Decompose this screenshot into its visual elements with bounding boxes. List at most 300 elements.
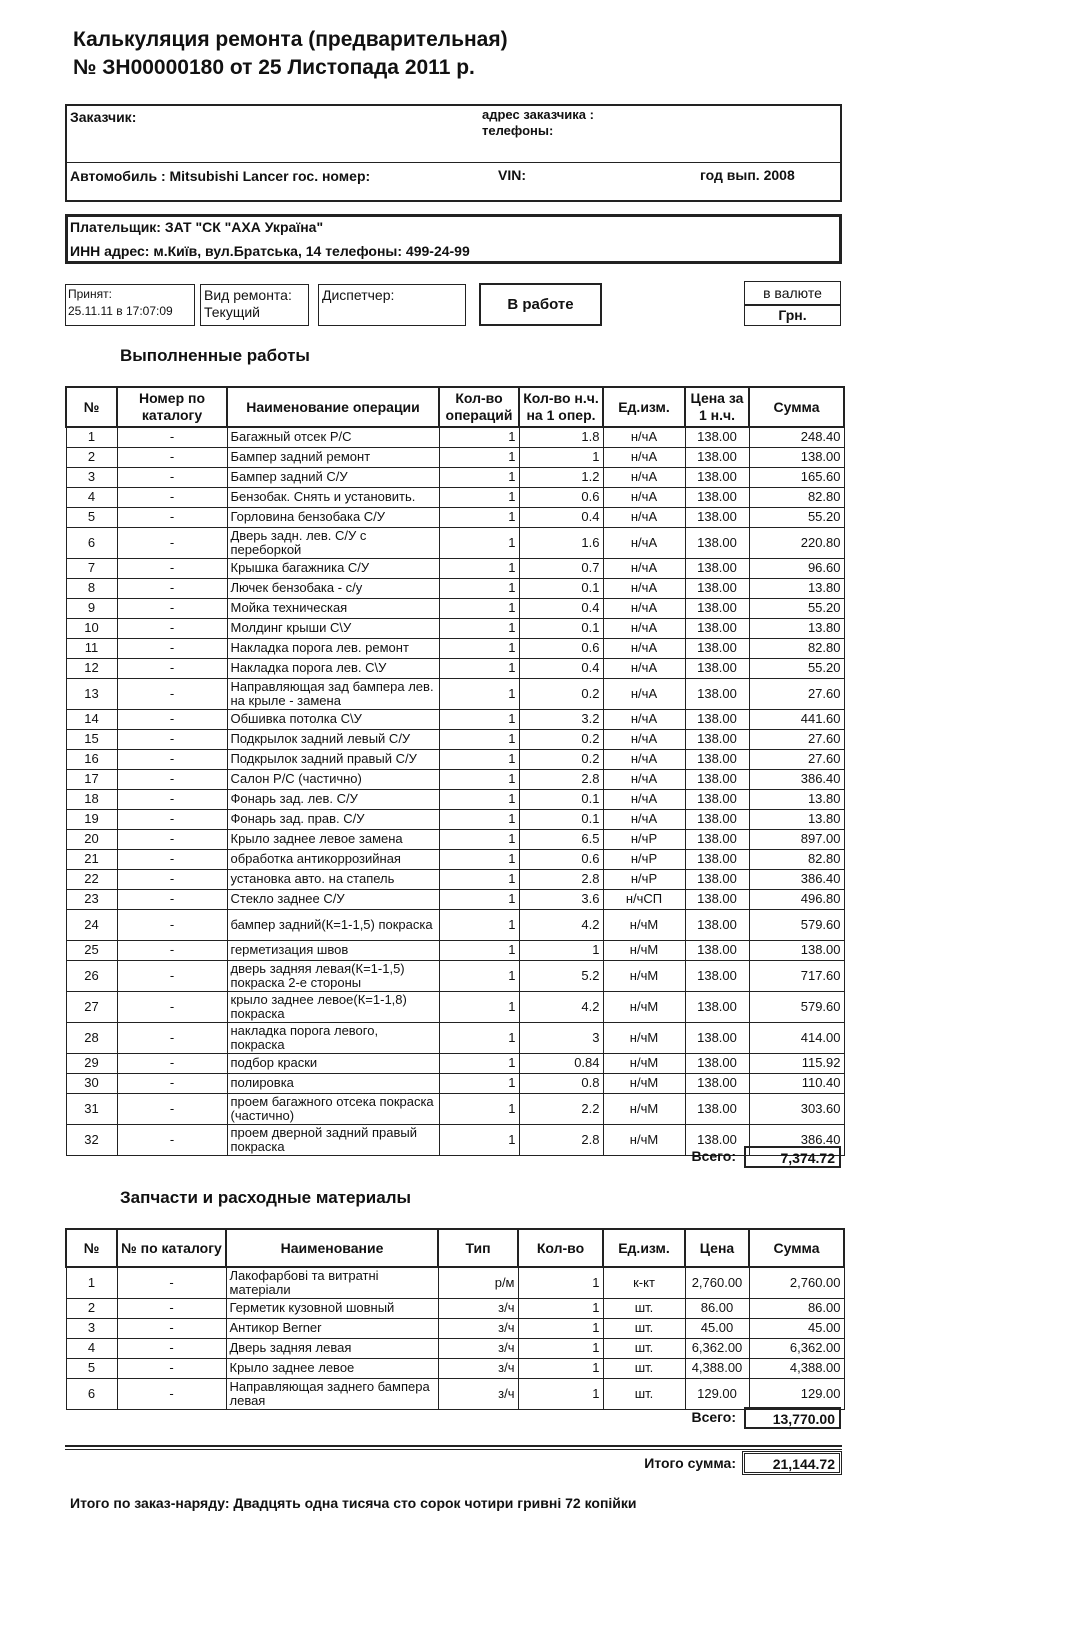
works-cell: 0.4 <box>519 598 603 618</box>
works-cell: 138.00 <box>685 1022 749 1053</box>
works-table <box>65 386 845 1156</box>
works-cell: 138.00 <box>685 789 749 809</box>
works-cell: - <box>117 749 227 769</box>
works-cell: 0.4 <box>519 658 603 678</box>
works-cell: 1 <box>439 769 519 789</box>
works-cell: н/чА <box>603 729 685 749</box>
parts-col-qty: Кол-во <box>518 1229 603 1267</box>
works-row <box>66 527 844 558</box>
works-cell: 25 <box>66 940 117 960</box>
works-cell: - <box>117 558 227 578</box>
works-cell: 0.84 <box>519 1053 603 1073</box>
works-row <box>66 991 844 1022</box>
parts-cell: 1 <box>518 1358 603 1378</box>
works-cell: 13 <box>66 678 117 709</box>
parts-row <box>66 1298 844 1318</box>
works-cell: Салон Р/С (частично) <box>227 769 439 789</box>
parts-cell: 6,362.00 <box>749 1338 844 1358</box>
works-cell: 8 <box>66 578 117 598</box>
works-cell: 138.00 <box>685 658 749 678</box>
works-cell: 138.00 <box>685 960 749 991</box>
works-cell: - <box>117 869 227 889</box>
parts-cell: - <box>117 1298 226 1318</box>
currency-label-box <box>744 281 841 305</box>
document-title <box>73 26 508 82</box>
works-cell: 1 <box>439 1093 519 1124</box>
parts-cell: 1 <box>518 1338 603 1358</box>
works-cell: - <box>117 447 227 467</box>
works-row <box>66 889 844 909</box>
works-row <box>66 940 844 960</box>
works-cell: - <box>117 729 227 749</box>
works-cell: 138.00 <box>749 940 844 960</box>
works-cell: 82.80 <box>749 638 844 658</box>
works-row <box>66 427 844 447</box>
parts-cell: 45.00 <box>685 1318 749 1338</box>
works-cell: 220.80 <box>749 527 844 558</box>
works-cell: 7 <box>66 558 117 578</box>
works-cell: 2.8 <box>519 869 603 889</box>
works-cell: 1 <box>439 709 519 729</box>
parts-cell: - <box>117 1358 226 1378</box>
works-cell: 138.00 <box>685 829 749 849</box>
grand-total-rule-bottom <box>65 1449 842 1450</box>
customer-divider <box>67 162 840 163</box>
works-cell: - <box>117 578 227 598</box>
works-cell: - <box>117 1124 227 1155</box>
works-cell: 138.00 <box>685 447 749 467</box>
works-cell: 26 <box>66 960 117 991</box>
parts-cell: 2,760.00 <box>685 1267 749 1298</box>
works-cell: Обшивка потолка С\У <box>227 709 439 729</box>
works-cell: 138.00 <box>685 1124 749 1155</box>
works-cell: 27.60 <box>749 729 844 749</box>
parts-cell: 45.00 <box>749 1318 844 1338</box>
works-cell: 1 <box>439 678 519 709</box>
works-cell: подбор краски <box>227 1053 439 1073</box>
works-cell: 30 <box>66 1073 117 1093</box>
works-row <box>66 1022 844 1053</box>
works-cell: Крыло заднее левое замена <box>227 829 439 849</box>
works-cell: 1 <box>439 507 519 527</box>
works-cell: 13.80 <box>749 809 844 829</box>
works-cell: 303.60 <box>749 1093 844 1124</box>
works-cell: обработка антикоррозийная <box>227 849 439 869</box>
works-cell: 1 <box>519 940 603 960</box>
works-cell: 138.00 <box>685 940 749 960</box>
currency-value-box <box>744 305 841 326</box>
works-cell: 496.80 <box>749 889 844 909</box>
works-cell: бампер задний(К=1-1,5) покраска <box>227 909 439 940</box>
works-cell: 717.60 <box>749 960 844 991</box>
works-cell: - <box>117 909 227 940</box>
works-cell: 15 <box>66 729 117 749</box>
title-line-1: Калькуляция ремонта (предварительная) <box>73 28 508 51</box>
works-col-unit: Ед.изм. <box>603 387 685 427</box>
works-cell: 0.2 <box>519 678 603 709</box>
works-cell: - <box>117 960 227 991</box>
parts-cell: 1 <box>518 1378 603 1409</box>
works-cell: 2.8 <box>519 769 603 789</box>
works-cell: - <box>117 658 227 678</box>
works-cell: 1 <box>439 829 519 849</box>
works-row <box>66 1053 844 1073</box>
works-cell: 1 <box>439 789 519 809</box>
parts-cell: 129.00 <box>749 1378 844 1409</box>
works-cell: 897.00 <box>749 829 844 849</box>
works-cell: 32 <box>66 1124 117 1155</box>
parts-cell: Дверь задняя левая <box>226 1338 438 1358</box>
works-cell: 138.00 <box>685 578 749 598</box>
parts-cell: - <box>117 1267 226 1298</box>
works-cell: 1 <box>439 427 519 447</box>
works-col-catalog: Номер по каталогу <box>117 387 227 427</box>
customer-box <box>65 104 842 202</box>
accepted-label: Принят: <box>68 287 112 301</box>
works-cell: 1 <box>439 809 519 829</box>
parts-cell: шт. <box>603 1378 685 1409</box>
parts-section-title: Запчасти и расходные материалы <box>120 1188 412 1207</box>
works-row <box>66 729 844 749</box>
parts-col-name: Наименование <box>226 1229 438 1267</box>
works-cell: 1 <box>439 558 519 578</box>
parts-cell: 4,388.00 <box>685 1358 749 1378</box>
works-cell: 10 <box>66 618 117 638</box>
works-cell: 0.4 <box>519 507 603 527</box>
works-section-title: Выполненные работы <box>120 346 310 365</box>
works-row <box>66 869 844 889</box>
works-row <box>66 749 844 769</box>
works-cell: крыло заднее левое(К=1-1,8) покраска <box>227 991 439 1022</box>
car-label: Автомобиль : Mitsubishi Lancer гос. номер: <box>70 168 371 184</box>
parts-cell: з/ч <box>438 1378 518 1409</box>
repair-type-value: Текущий <box>204 304 260 320</box>
parts-cell: - <box>117 1318 226 1338</box>
works-cell: 55.20 <box>749 658 844 678</box>
works-cell: - <box>117 889 227 909</box>
works-cell: установка авто. на стапель <box>227 869 439 889</box>
parts-cell: 6 <box>66 1378 117 1409</box>
works-cell: 138.00 <box>685 769 749 789</box>
repair-type-label: Вид ремонта: <box>204 287 292 303</box>
parts-cell: шт. <box>603 1358 685 1378</box>
works-cell: 579.60 <box>749 909 844 940</box>
works-cell: Багажный отсек Р/С <box>227 427 439 447</box>
parts-cell: шт. <box>603 1318 685 1338</box>
works-cell: Дверь задн. лев. С/У с переборкой <box>227 527 439 558</box>
works-cell: 3 <box>519 1022 603 1053</box>
works-cell: - <box>117 1073 227 1093</box>
works-cell: 138.00 <box>685 427 749 447</box>
works-cell: 31 <box>66 1093 117 1124</box>
parts-col-type: Тип <box>438 1229 518 1267</box>
works-col-hours: Кол-во н.ч. на 1 опер. <box>519 387 603 427</box>
works-row <box>66 507 844 527</box>
works-cell: Накладка порога лев. ремонт <box>227 638 439 658</box>
works-cell: 138.00 <box>685 507 749 527</box>
parts-cell: 1 <box>518 1318 603 1338</box>
works-cell: н/чА <box>603 749 685 769</box>
works-cell: 4.2 <box>519 909 603 940</box>
parts-cell: шт. <box>603 1298 685 1318</box>
works-cell: 138.00 <box>685 1053 749 1073</box>
works-cell: н/чМ <box>603 1124 685 1155</box>
phones-label: телефоны: <box>482 123 554 138</box>
works-cell: 1 <box>439 940 519 960</box>
works-cell: 5.2 <box>519 960 603 991</box>
parts-cell: 5 <box>66 1358 117 1378</box>
works-cell: 1 <box>439 849 519 869</box>
parts-cell: з/ч <box>438 1318 518 1338</box>
works-cell: 29 <box>66 1053 117 1073</box>
parts-cell: 86.00 <box>749 1298 844 1318</box>
works-cell: Фонарь зад. прав. С/У <box>227 809 439 829</box>
works-cell: Лючек бензобака - с/у <box>227 578 439 598</box>
works-cell: 1 <box>439 1022 519 1053</box>
works-cell: н/чА <box>603 527 685 558</box>
parts-cell: 1 <box>66 1267 117 1298</box>
works-cell: 1 <box>439 960 519 991</box>
works-cell: - <box>117 638 227 658</box>
parts-cell: з/ч <box>438 1298 518 1318</box>
works-cell: н/чСП <box>603 889 685 909</box>
works-cell: н/чМ <box>603 960 685 991</box>
works-cell: н/чМ <box>603 1073 685 1093</box>
works-cell: н/чМ <box>603 1053 685 1073</box>
works-cell: 1 <box>439 618 519 638</box>
parts-header-row <box>66 1229 844 1267</box>
works-cell: 13.80 <box>749 618 844 638</box>
parts-table <box>65 1228 845 1410</box>
parts-total-value: 13,770.00 <box>744 1407 841 1429</box>
works-cell: 13.80 <box>749 578 844 598</box>
parts-cell: - <box>117 1338 226 1358</box>
parts-cell: 129.00 <box>685 1378 749 1409</box>
works-cell: 27.60 <box>749 678 844 709</box>
dispatcher-label: Диспетчер: <box>322 287 395 303</box>
works-cell: - <box>117 527 227 558</box>
parts-cell: Герметик кузовной шовный <box>226 1298 438 1318</box>
works-cell: Горловина бензобака С/У <box>227 507 439 527</box>
works-cell: 6.5 <box>519 829 603 849</box>
grand-total-rule-top <box>65 1445 842 1447</box>
works-cell: 21 <box>66 849 117 869</box>
works-cell: 0.2 <box>519 749 603 769</box>
works-cell: 96.60 <box>749 558 844 578</box>
parts-col-catalog: № по каталогу <box>117 1229 226 1267</box>
works-cell: 1 <box>439 598 519 618</box>
works-col-num: № <box>66 387 117 427</box>
works-cell: накладка порога левого, покраска <box>227 1022 439 1053</box>
parts-cell: Крыло заднее левое <box>226 1358 438 1378</box>
works-cell: 4.2 <box>519 991 603 1022</box>
works-cell: 138.00 <box>749 447 844 467</box>
parts-col-num: № <box>66 1229 117 1267</box>
works-row <box>66 829 844 849</box>
works-cell: - <box>117 598 227 618</box>
parts-cell: 86.00 <box>685 1298 749 1318</box>
works-cell: н/чА <box>603 427 685 447</box>
works-cell: 3.2 <box>519 709 603 729</box>
works-cell: 1 <box>439 638 519 658</box>
works-cell: Стекло заднее С/У <box>227 889 439 909</box>
works-cell: 1 <box>439 658 519 678</box>
parts-cell: Антикор Berner <box>226 1318 438 1338</box>
works-cell: 0.2 <box>519 729 603 749</box>
works-cell: 5 <box>66 507 117 527</box>
works-cell: 3.6 <box>519 889 603 909</box>
works-cell: герметизация швов <box>227 940 439 960</box>
year-label: год вып. 2008 <box>700 167 795 183</box>
works-cell: н/чА <box>603 638 685 658</box>
works-cell: - <box>117 1022 227 1053</box>
works-cell: 1 <box>66 427 117 447</box>
parts-total-label: Всего: <box>691 1409 736 1425</box>
works-cell: 82.80 <box>749 487 844 507</box>
works-cell: 386.40 <box>749 1124 844 1155</box>
works-cell: 14 <box>66 709 117 729</box>
works-cell: Бензобак. Снять и установить. <box>227 487 439 507</box>
works-cell: 138.00 <box>685 558 749 578</box>
works-cell: 138.00 <box>685 849 749 869</box>
works-cell: 2 <box>66 447 117 467</box>
works-cell: 1 <box>439 889 519 909</box>
parts-cell: р/м <box>438 1267 518 1298</box>
works-row <box>66 809 844 829</box>
works-row <box>66 467 844 487</box>
works-cell: 3 <box>66 467 117 487</box>
works-cell: 13.80 <box>749 789 844 809</box>
works-row <box>66 487 844 507</box>
works-cell: - <box>117 991 227 1022</box>
works-cell: - <box>117 709 227 729</box>
works-cell: н/чМ <box>603 1093 685 1124</box>
works-cell: 115.92 <box>749 1053 844 1073</box>
works-row <box>66 960 844 991</box>
parts-row <box>66 1338 844 1358</box>
address-label: адрес заказчика : <box>482 107 594 122</box>
parts-cell: 2 <box>66 1298 117 1318</box>
parts-col-price: Цена <box>685 1229 749 1267</box>
works-row <box>66 578 844 598</box>
works-cell: н/чА <box>603 769 685 789</box>
works-cell: 1 <box>439 729 519 749</box>
works-cell: 138.00 <box>685 991 749 1022</box>
works-cell: 138.00 <box>685 869 749 889</box>
works-cell: н/чА <box>603 709 685 729</box>
works-cell: 0.7 <box>519 558 603 578</box>
works-col-sum: Сумма <box>749 387 844 427</box>
works-cell: н/чА <box>603 578 685 598</box>
works-row <box>66 658 844 678</box>
state-button[interactable] <box>479 283 602 326</box>
works-cell: 28 <box>66 1022 117 1053</box>
works-cell: - <box>117 427 227 447</box>
works-cell: 1 <box>439 467 519 487</box>
works-cell: 110.40 <box>749 1073 844 1093</box>
works-cell: 138.00 <box>685 729 749 749</box>
works-cell: 1 <box>439 487 519 507</box>
works-cell: 441.60 <box>749 709 844 729</box>
works-cell: 138.00 <box>685 749 749 769</box>
works-cell: 4 <box>66 487 117 507</box>
works-cell: 138.00 <box>685 598 749 618</box>
works-cell: 11 <box>66 638 117 658</box>
works-cell: 82.80 <box>749 849 844 869</box>
works-cell: 17 <box>66 769 117 789</box>
works-cell: 23 <box>66 889 117 909</box>
works-cell: - <box>117 618 227 638</box>
works-cell: 1 <box>439 1124 519 1155</box>
currency-label: в валюте <box>763 285 822 301</box>
parts-cell: 6,362.00 <box>685 1338 749 1358</box>
works-row <box>66 618 844 638</box>
grand-total-value: 21,144.72 <box>742 1451 842 1475</box>
works-cell: 27 <box>66 991 117 1022</box>
works-cell: 0.6 <box>519 638 603 658</box>
works-cell: н/чА <box>603 558 685 578</box>
works-cell: 386.40 <box>749 869 844 889</box>
works-cell: 1.2 <box>519 467 603 487</box>
works-cell: 12 <box>66 658 117 678</box>
works-row <box>66 1093 844 1124</box>
works-cell: 1 <box>439 578 519 598</box>
parts-col-sum: Сумма <box>749 1229 844 1267</box>
works-cell: 19 <box>66 809 117 829</box>
payer-details: ИНН адрес: м.Київ, вул.Братська, 14 телефоны: 499-24-99 <box>70 243 470 259</box>
customer-label: Заказчик: <box>70 109 137 125</box>
works-cell: 1 <box>439 1053 519 1073</box>
works-row <box>66 849 844 869</box>
works-cell: 20 <box>66 829 117 849</box>
works-row <box>66 558 844 578</box>
works-cell: 0.8 <box>519 1073 603 1093</box>
works-cell: Молдинг крыши С\У <box>227 618 439 638</box>
works-row <box>66 709 844 729</box>
works-col-name: Наименование операции <box>227 387 439 427</box>
works-cell: 0.1 <box>519 618 603 638</box>
currency-value: Грн. <box>778 307 807 323</box>
works-cell: 1 <box>439 527 519 558</box>
works-cell: 138.00 <box>685 909 749 940</box>
vin-label: VIN: <box>498 167 526 183</box>
works-cell: 138.00 <box>685 527 749 558</box>
payer-name: Плательщик: ЗАТ "СК "АХА Україна" <box>70 219 324 235</box>
works-cell: - <box>117 829 227 849</box>
works-cell: 2.2 <box>519 1093 603 1124</box>
parts-cell: Лакофарбові та витратні матеріали <box>226 1267 438 1298</box>
works-cell: н/чМ <box>603 909 685 940</box>
works-cell: 138.00 <box>685 709 749 729</box>
works-cell: 16 <box>66 749 117 769</box>
works-row <box>66 638 844 658</box>
works-cell: - <box>117 809 227 829</box>
works-cell: Направляющая зад бампера лев. на крыле - замена <box>227 678 439 709</box>
parts-cell: з/ч <box>438 1338 518 1358</box>
works-cell: 27.60 <box>749 749 844 769</box>
works-row <box>66 909 844 940</box>
works-cell: 0.6 <box>519 487 603 507</box>
works-cell: Мойка техническая <box>227 598 439 618</box>
works-cell: - <box>117 1093 227 1124</box>
parts-cell: Направляющая заднего бампера левая <box>226 1378 438 1409</box>
parts-cell: 4,388.00 <box>749 1358 844 1378</box>
works-cell: 0.1 <box>519 789 603 809</box>
works-cell: - <box>117 1053 227 1073</box>
works-cell: н/чА <box>603 447 685 467</box>
works-header-row <box>66 387 844 427</box>
works-cell: н/чА <box>603 598 685 618</box>
